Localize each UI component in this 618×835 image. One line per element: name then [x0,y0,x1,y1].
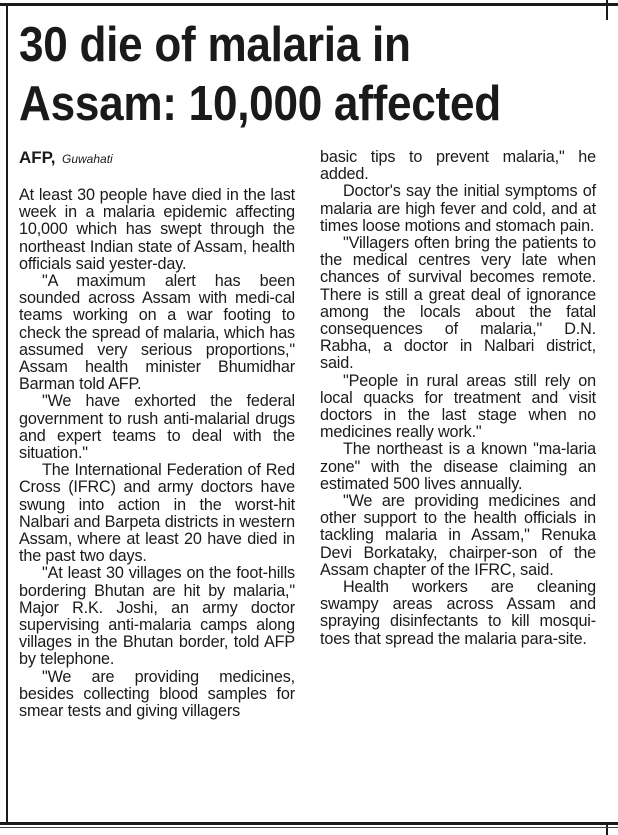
paragraph: The International Federation of Red Cross (IFRC) and army doctors have swung into action in the worst-hit Nalbari and Barpeta districts in western Assam, where at least 20 have died in the past two days. [19,461,295,566]
paragraph: Health workers are cleaning swampy areas across Assam and spraying disinfectants to kill mosqui-toes that spread the malaria para-site. [320,578,596,648]
left-border-rule [6,6,8,822]
paragraph: "We are providing medicines, besides collecting blood samples for smear tests and giving villagers [19,667,295,721]
dateline-location: Guwahati [62,152,113,166]
bottom-border-rule-thin [0,827,618,828]
paragraph: The northeast is a known "ma-laria zone" with the disease claiming an estimated 500 lives annually. [320,440,596,493]
paragraph: "We are providing medicines and other support to the health officials in tackling malaria in Assam," Renuka Devi Borkataky, chairper-son of the Assam chapter of the IFRC, said. [320,492,596,579]
paragraph: "At least 30 villages on the foot-hills bordering Bhutan are hit by malaria," Major R.K. Joshi, an army doctor supervising anti-malaria camps along villages in the Bhutan border, told AFP by telephone. [19,564,295,669]
paragraph: Doctor's say the initial symptoms of malaria are high fever and cold, and at times loose motions and stomach pain. [320,182,596,235]
paragraph: At least 30 people have died in the last week in a malaria epidemic affecting 10,000 which has swept through the northeast Indian state of Assam, health officials said yester-day. [19,186,295,273]
paragraph: basic tips to prevent malaria," he added. [320,148,596,184]
paragraph: "Villagers often bring the patients to the medical centres very late when chances of survival becomes remote. There is still a great deal of ignorance among the locals about the fatal consequences of malaria," D.N. Rabha, a doctor in Nalbari district, said. [320,234,596,373]
paragraph: "People in rural areas still rely on local quacks for treatment and visit doctors in the last stage when no medicines really work." [320,371,596,442]
paragraph: "We have exhorted the federal government to rush anti-malarial drugs and expert teams to deal with the situation." [19,392,295,463]
right-border-rule [606,0,608,20]
news-agency: AFP, [19,148,56,167]
article-column-1 [19,187,295,720]
top-border-rule [0,3,618,6]
dateline [19,148,113,169]
article-column-2 [320,149,596,648]
paragraph: "A maximum alert has been sounded across Assam with medi-cal teams working on a war footing to check the spread of malaria, which has assumed very serious proportions," Assam health minister Bhumidhar Barman told AFP. [19,272,295,394]
bottom-border-rule [0,822,618,825]
headline: 30 die of malaria in Assam: 10,000 affected [19,18,501,131]
